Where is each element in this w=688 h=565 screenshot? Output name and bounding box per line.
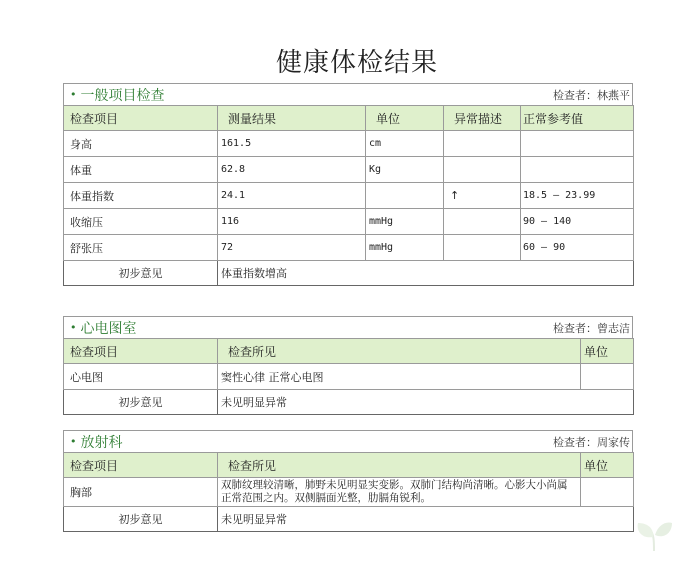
reference-cell [521,131,634,157]
reference-cell: 60 — 90 [521,235,634,261]
section-title: 心电图室 [80,320,137,337]
ecg-section [63,316,633,415]
abnormal-cell [444,131,521,157]
unit-cell [581,364,634,390]
table-row [64,364,634,390]
abnormal-cell: ↑ [444,183,521,209]
section-title: 一般项目检查 [80,87,165,104]
result-cell: 24.1 [218,183,366,209]
section-title: 放射科 [80,434,123,451]
table-row [64,157,634,183]
unit-cell: cm [366,131,444,157]
reference-cell: 90 — 140 [521,209,634,235]
radiology-header [63,430,633,452]
radiology-section [63,430,633,532]
abnormal-cell [444,235,521,261]
table-row [64,478,634,507]
table-header-row [64,106,634,131]
inspector: 检查者：曾志洁 [553,321,630,335]
column-header: 单位 [581,453,634,478]
ecg-table [63,338,634,415]
inspector-name: 曾志洁 [597,321,630,335]
reference-cell: 18.5 — 23.99 [521,183,634,209]
inspector: 检查者：周家传 [553,435,630,449]
column-header: 测量结果 [218,106,366,131]
column-header: 正常参考值 [521,106,634,131]
item-cell: 收缩压 [64,209,218,235]
result-cell: 62.8 [218,157,366,183]
unit-cell: mmHg [366,209,444,235]
abnormal-cell [444,157,521,183]
item-cell: 身高 [64,131,218,157]
item-cell: 心电图 [64,364,218,390]
item-cell: 体重指数 [64,183,218,209]
finding-cell: 双肺纹理较清晰，肺野未见明显实变影。双肺门结构尚清晰。心影大小尚属正常范围之内。双侧膈面光整，肋膈角锐利。 [218,478,581,507]
inspector-name: 周家传 [597,435,630,449]
column-header: 检查项目 [64,106,218,131]
unit-cell: mmHg [366,235,444,261]
general-exam-header [63,83,633,105]
leaf-logo-icon [634,515,674,555]
column-header: 检查项目 [64,339,218,364]
column-header: 单位 [581,339,634,364]
table-row [64,183,634,209]
table-row [64,235,634,261]
column-header: 异常描述 [444,106,521,131]
opinion-row [64,390,634,415]
finding-cell: 窦性心律 正常心电图 [218,364,581,390]
table-row [64,209,634,235]
result-cell: 161.5 [218,131,366,157]
unit-cell [366,183,444,209]
result-cell: 116 [218,209,366,235]
unit-cell: Kg [366,157,444,183]
bullet-icon: • [70,321,77,334]
column-header: 检查所见 [218,339,581,364]
table-header-row [64,339,634,364]
item-cell: 体重 [64,157,218,183]
inspector-name: 林燕平 [597,88,630,102]
result-cell: 72 [218,235,366,261]
opinion-text: 未见明显异常 [218,507,634,532]
opinion-label: 初步意见 [64,507,218,532]
page-title: 健康体检结果 [275,48,438,78]
opinion-label: 初步意见 [64,261,218,286]
column-header: 单位 [366,106,444,131]
inspector: 检查者：林燕平 [553,88,630,102]
opinion-row [64,261,634,286]
radiology-table [63,452,634,532]
reference-cell [521,157,634,183]
general-exam-section [63,83,633,286]
column-header: 检查项目 [64,453,218,478]
general-exam-table [63,105,634,286]
abnormal-cell [444,209,521,235]
bullet-icon: • [70,88,77,101]
opinion-row [64,507,634,532]
ecg-header [63,316,633,338]
unit-cell [581,478,634,507]
bullet-icon: • [70,435,77,448]
item-cell: 舒张压 [64,235,218,261]
table-row [64,131,634,157]
opinion-text: 未见明显异常 [218,390,634,415]
opinion-label: 初步意见 [64,390,218,415]
item-cell: 胸部 [64,478,218,507]
opinion-text: 体重指数增高 [218,261,634,286]
column-header: 检查所见 [218,453,581,478]
table-header-row [64,453,634,478]
